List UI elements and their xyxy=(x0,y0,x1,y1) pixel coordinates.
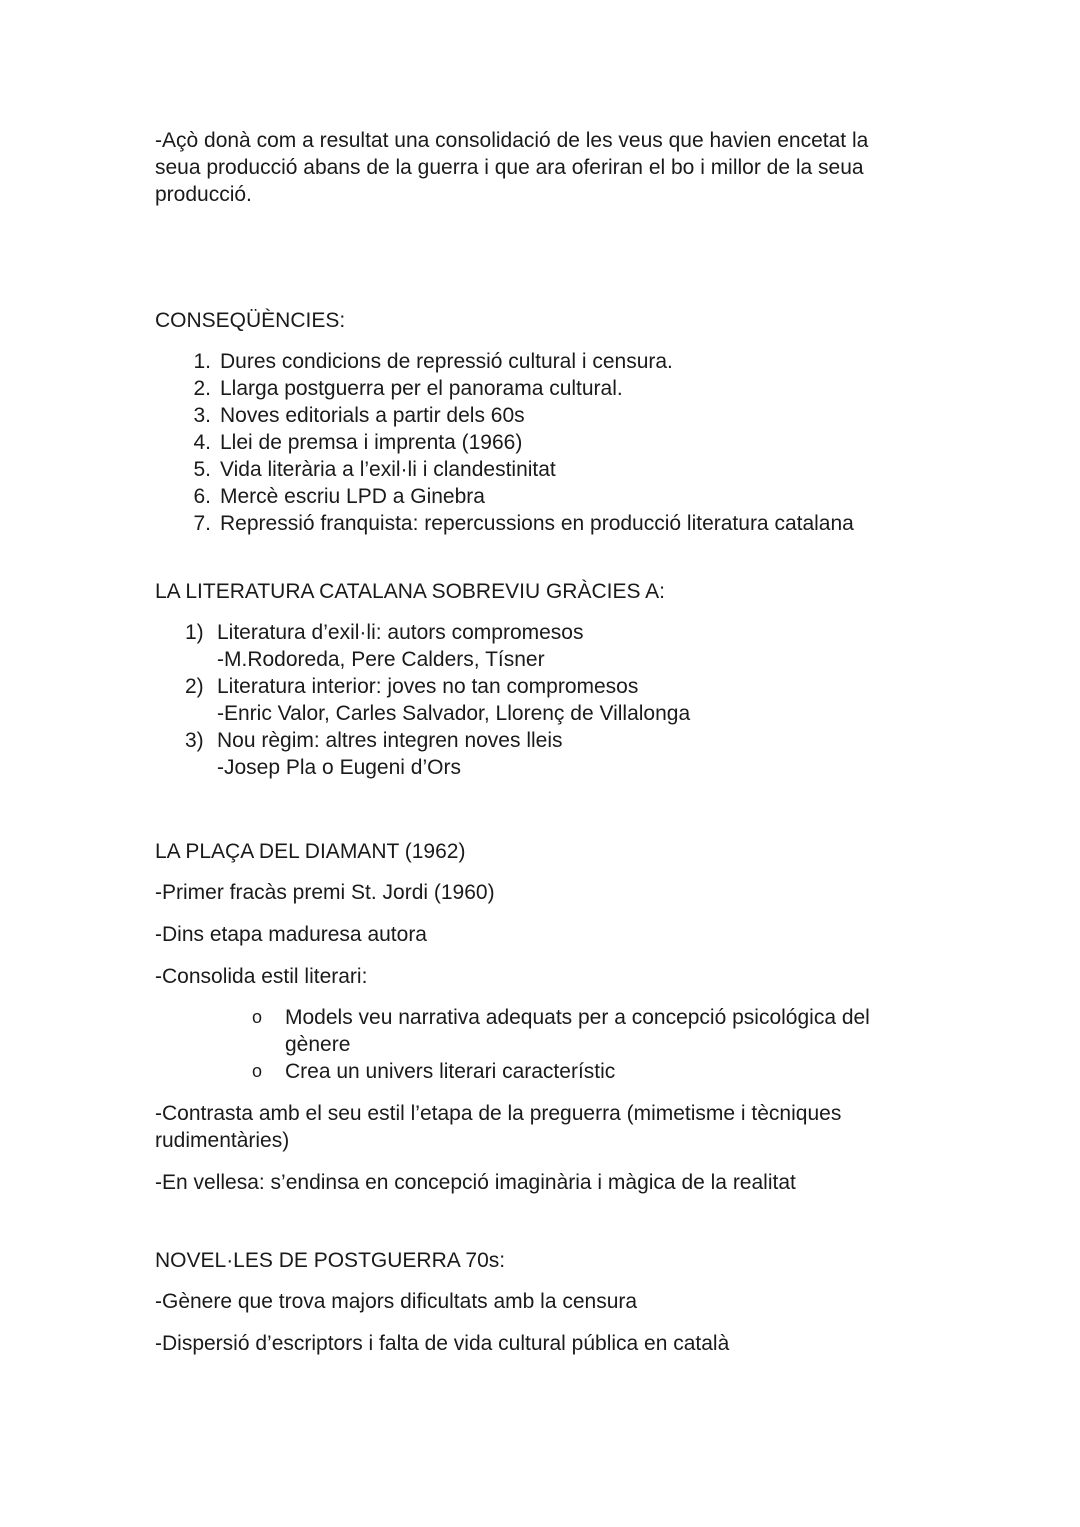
placa-paragraph: -Primer fracàs premi St. Jordi (1960) xyxy=(155,881,495,904)
placa-heading: LA PLAÇA DEL DIAMANT (1962) xyxy=(155,840,466,863)
circle-bullet-icon: o xyxy=(252,1061,263,1081)
list-marker: 3. xyxy=(193,404,211,427)
list-item-authors: -Enric Valor, Carles Salvador, Llorenç de Villalonga xyxy=(217,702,691,725)
list-item xyxy=(155,619,915,673)
list-marker: 2. xyxy=(193,377,211,400)
list-item xyxy=(155,1058,915,1085)
list-item-authors: -Josep Pla o Eugeni d’Ors xyxy=(217,756,461,779)
placa-paragraph: -Consolida estil literari: xyxy=(155,965,368,988)
list-item-text: Repressió franquista: repercussions en producció literatura catalana xyxy=(220,512,854,535)
list-item-text: Mercè escriu LPD a Ginebra xyxy=(220,485,485,508)
list-item-text: Dures condicions de repressió cultural i censura. xyxy=(220,350,673,373)
placa-paragraph: -En vellesa: s’endinsa en concepció imaginària i màgica de la realitat xyxy=(155,1171,796,1194)
list-marker: 1. xyxy=(193,350,211,373)
list-item-text: Llei de premsa i imprenta (1966) xyxy=(220,431,523,454)
novel-heading: NOVEL·LES DE POSTGUERRA 70s: xyxy=(155,1249,506,1272)
novel-paragraph: -Dispersió d’escriptors i falta de vida cultural pública en català xyxy=(155,1332,730,1355)
list-item-text: Models veu narrativa adequats per a concepció psicológica del gènere xyxy=(285,1006,870,1056)
list-item xyxy=(155,727,915,781)
novel-paragraph: -Gènere que trova majors dificultats amb la censura xyxy=(155,1290,638,1313)
list-item-text: Vida literària a l’exil·li i clandestinitat xyxy=(220,458,556,481)
list-item xyxy=(155,510,915,537)
placa-bullet-list xyxy=(155,1004,915,1085)
placa-paragraph: -Contrasta amb el seu estil l’etapa de la preguerra (mimetisme i tècniques rudimentàries) xyxy=(155,1102,842,1152)
list-marker: 6. xyxy=(193,485,211,508)
document-page xyxy=(155,127,915,1357)
list-item-text: Literatura d’exil·li: autors compromesos xyxy=(217,621,584,644)
list-item-text: Literatura interior: joves no tan compromesos xyxy=(217,675,639,698)
list-item-text: Nou règim: altres integren noves lleis xyxy=(217,729,563,752)
list-marker: 3) xyxy=(185,729,204,752)
list-item-text: Llarga postguerra per el panorama cultural. xyxy=(220,377,623,400)
survival-heading: LA LITERATURA CATALANA SOBREVIU GRÀCIES A: xyxy=(155,580,665,603)
placa-paragraph: -Dins etapa maduresa autora xyxy=(155,923,427,946)
list-item xyxy=(155,375,915,402)
consequences-list xyxy=(155,348,915,537)
list-item-text: Crea un univers literari característic xyxy=(285,1060,616,1083)
list-item xyxy=(155,673,915,727)
intro-paragraph: -Açò donà com a resultat una consolidació de les veus que havien encetat la seua producció abans de la guerra i que ara oferiran el bo i millor de la seua producció. xyxy=(155,129,869,206)
list-item-text: Noves editorials a partir dels 60s xyxy=(220,404,525,427)
list-item xyxy=(155,1004,915,1058)
list-marker: 1) xyxy=(185,621,204,644)
list-marker: 5. xyxy=(193,458,211,481)
list-item-authors: -M.Rodoreda, Pere Calders, Tísner xyxy=(217,648,545,671)
list-marker: 7. xyxy=(193,512,211,535)
list-item xyxy=(155,429,915,456)
list-item xyxy=(155,348,915,375)
list-marker: 4. xyxy=(193,431,211,454)
consequences-heading: CONSEQÜÈNCIES: xyxy=(155,309,346,332)
list-marker: 2) xyxy=(185,675,204,698)
circle-bullet-icon: o xyxy=(252,1007,263,1027)
list-item xyxy=(155,402,915,429)
list-item xyxy=(155,483,915,510)
survival-list xyxy=(155,619,915,781)
list-item xyxy=(155,456,915,483)
